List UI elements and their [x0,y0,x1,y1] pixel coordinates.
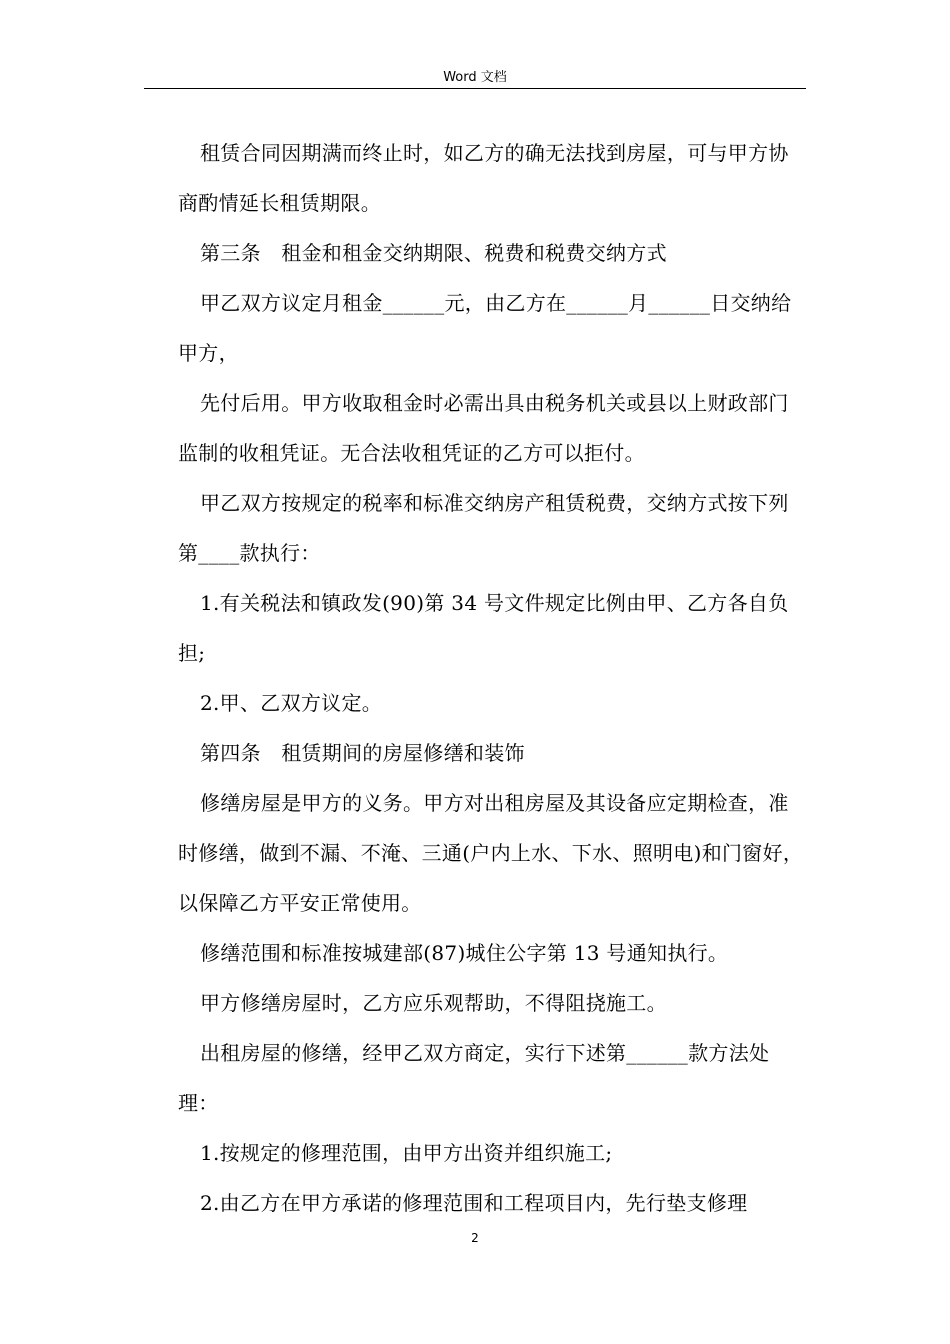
paragraph: 修缮范围和标准按城建部(87)城住公字第 13 号通知执行。 [200,941,729,965]
list-item: 1.按规定的修理范围，由甲方出资并组织施工; [200,1141,613,1165]
list-item: 2.由乙方在甲方承诺的修理范围和工程项目内，先行垫支修理 [200,1191,748,1215]
page-header [144,66,806,89]
paragraph: 租赁合同因期满而终止时，如乙方的确无法找到房屋，可与甲方协商酌情延长租赁期限。 [178,141,789,215]
list-item: 1.有关税法和镇政发(90)第 34 号文件规定比例由甲、乙方各自负担; [178,591,789,665]
header-text: Word 文档 [443,70,507,85]
section-heading: 第三条 租金和租金交纳期限、税费和税费交纳方式 [200,241,667,265]
paragraph: 甲乙双方按规定的税率和标准交纳房产租赁税费，交纳方式按下列第____款执行： [178,491,789,565]
list-item: 2.甲、乙双方议定。 [200,691,383,715]
paragraph: 甲方修缮房屋时，乙方应乐观帮助，不得阻挠施工。 [200,991,667,1015]
paragraph: 出租房屋的修缮，经甲乙双方商定，实行下述第______款方法处理： [178,1041,770,1115]
paragraph: 修缮房屋是甲方的义务。甲方对出租房屋及其设备应定期检查，准时修缮，做到不漏、不淹、三通(户内上水、下水、照明电)和门窗好，以保障乙方平安正常使用。 [178,791,804,915]
page-footer [0,1230,950,1246]
paragraph: 甲乙双方议定月租金______元，由乙方在______月______日交纳给甲方， [178,291,792,365]
document-body [178,128,808,1228]
paragraph: 先付后用。甲方收取租金时必需出具由税务机关或县以上财政部门监制的收租凭证。无合法收租凭证的乙方可以拒付。 [178,391,789,465]
section-heading: 第四条 租赁期间的房屋修缮和装饰 [200,741,525,765]
page-number: 2 [471,1231,479,1245]
